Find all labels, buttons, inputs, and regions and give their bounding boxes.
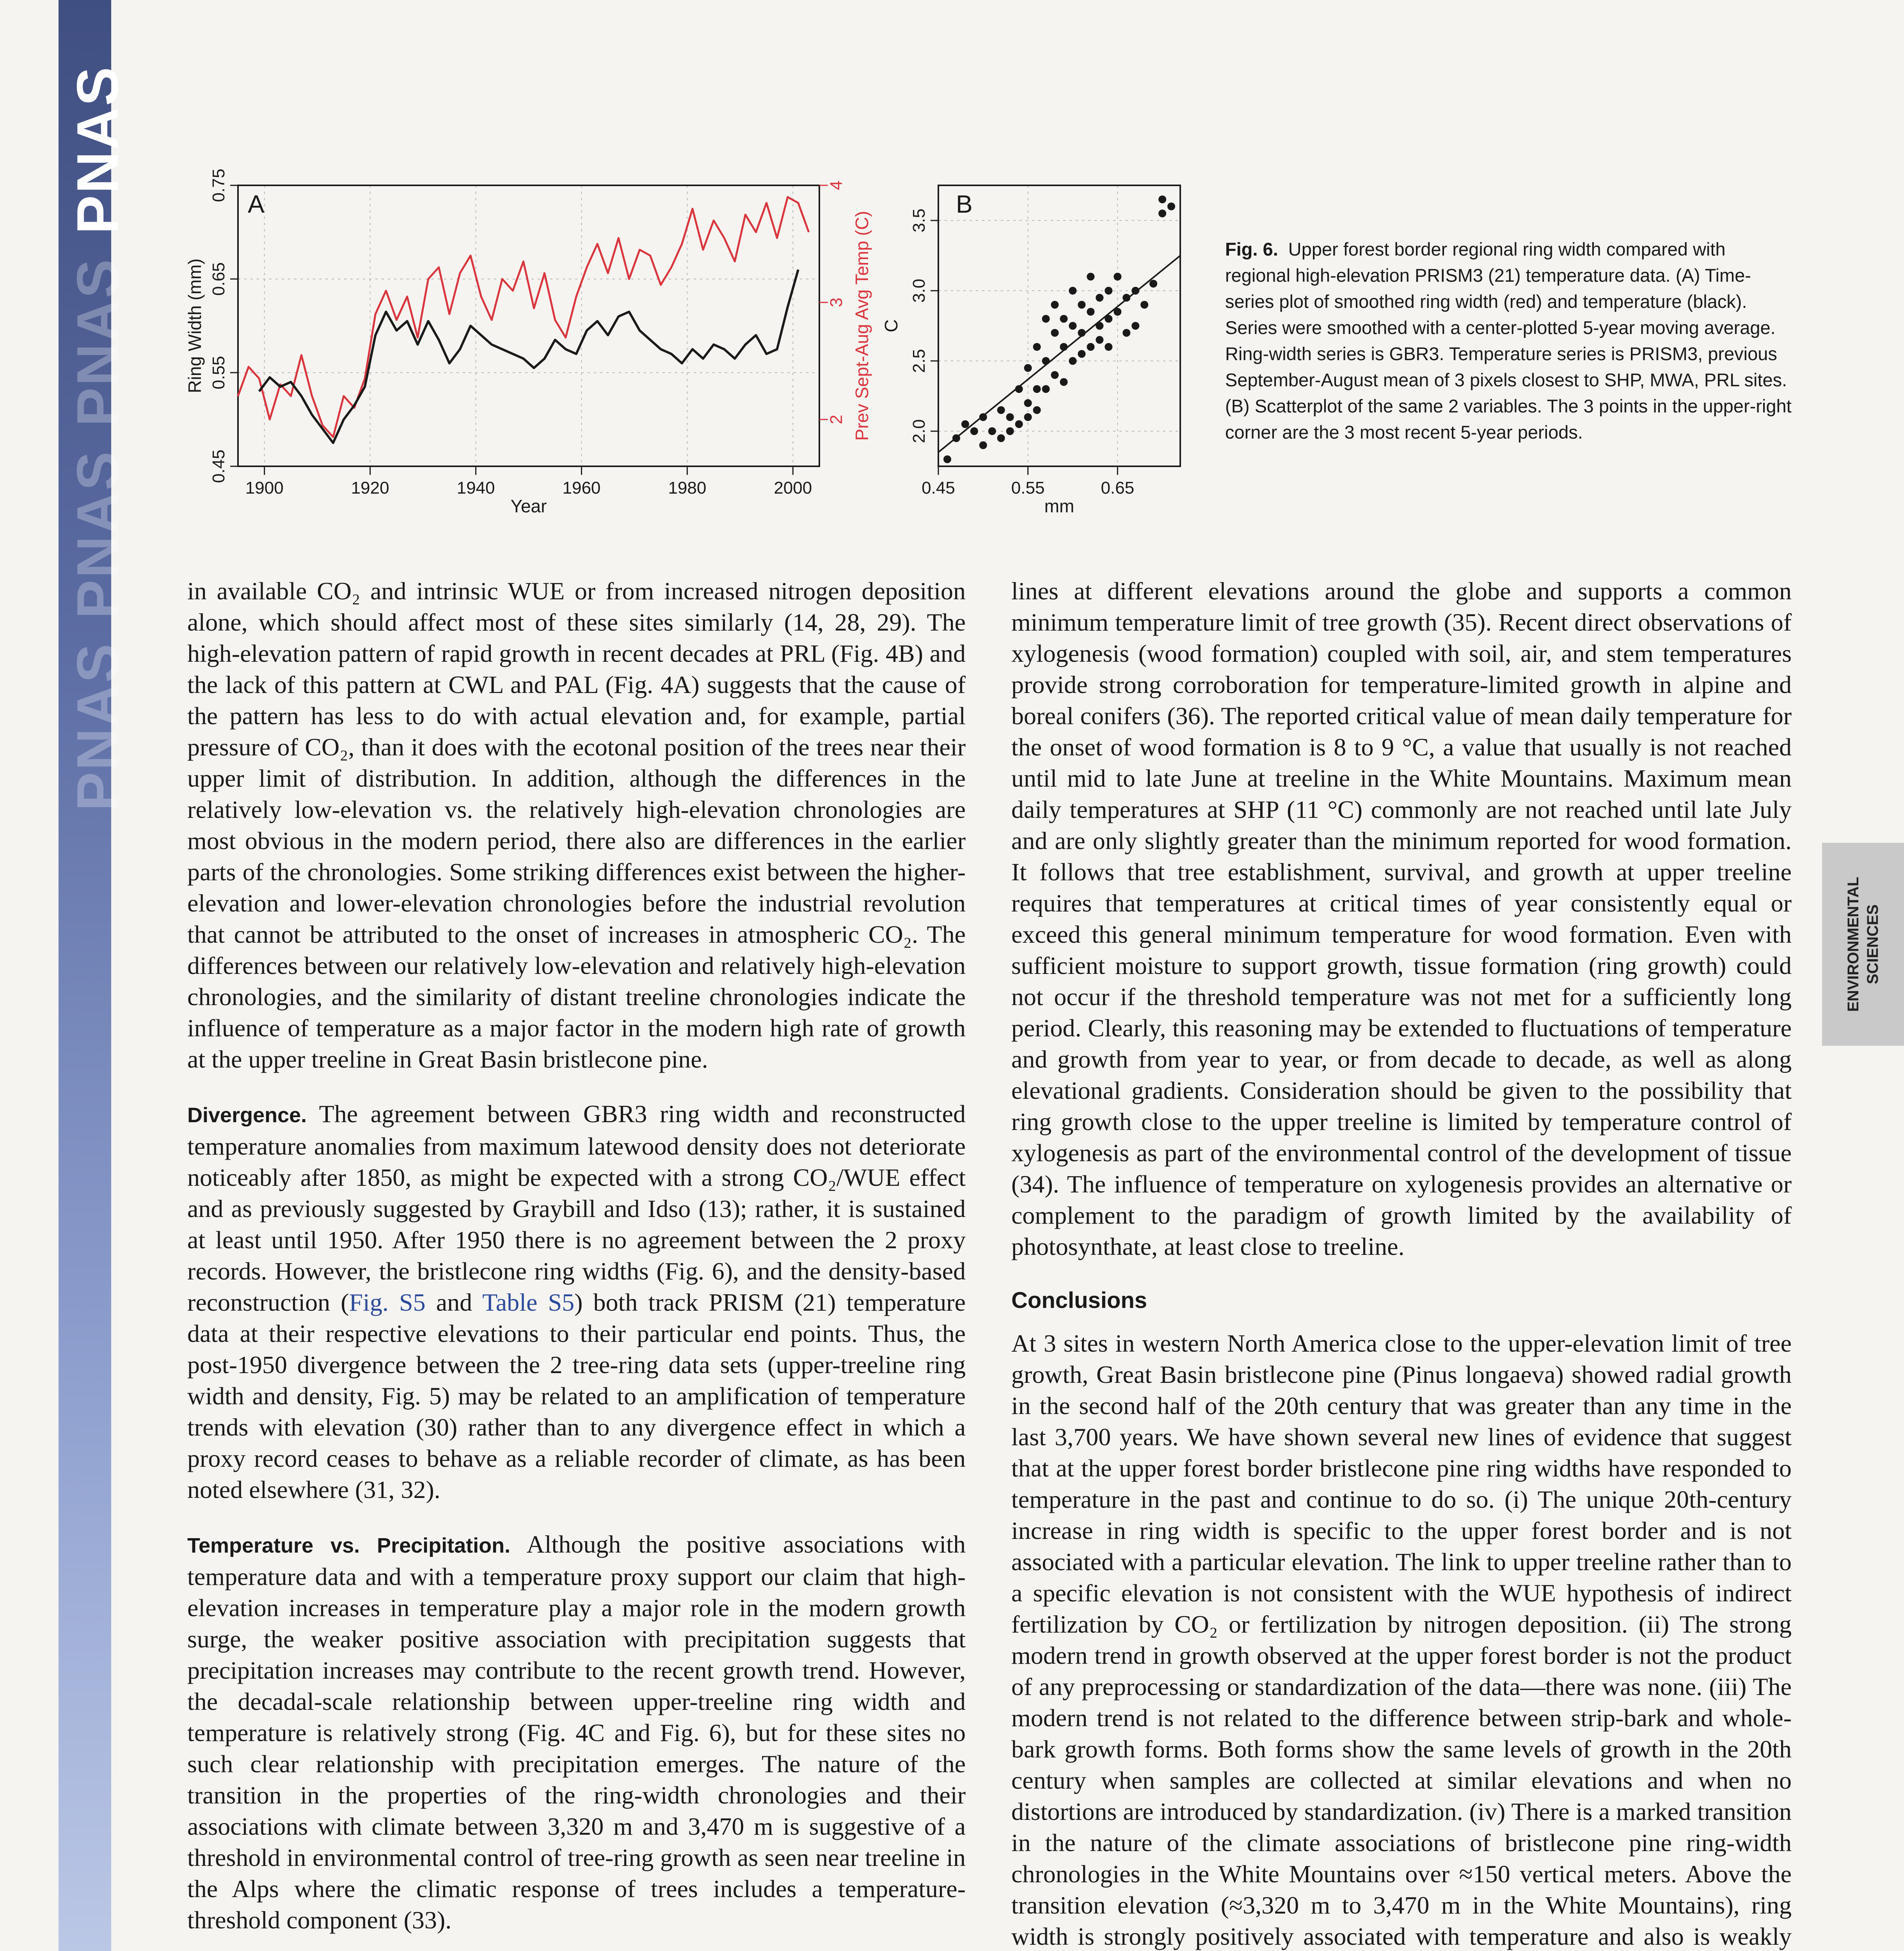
panel-a-left-tick-label: 0.55 (209, 356, 228, 389)
paragraph-text: The agreement between GBR3 ring width and reconstructed temperature anomalies from maximum latewood density does not deteriorate noticeably after 1850, as might be expected with a strong CO₂/WUE effect and as previously suggested by Graybill and Idso (13); rather, it is sustained at least until 1950. After 1950 there is no agreement between the 2 proxy records. However, the bristlecone ring widths (Fig. 6), and the density-based reconstruction ( (187, 1100, 966, 1316)
panel-b-point (1096, 322, 1103, 330)
panel-b-point (1158, 195, 1166, 203)
subsection-heading: Divergence. (187, 1103, 307, 1127)
panel-b-point (1060, 343, 1068, 351)
section-heading-conclusions: Conclusions (1011, 1288, 1147, 1313)
panel-b-point (1114, 273, 1121, 281)
panel-b-point (1015, 420, 1023, 428)
supplement-link-table-s5[interactable]: Table S5 (482, 1288, 575, 1316)
panel-b-point (1069, 287, 1076, 295)
paragraph: in available CO₂ and intrinsic WUE or from increased nitrogen deposition alone, which should affect most of these sites similarly (14, 28, 29). The high-elevation pattern of rapid growth in recent decades at PRL (Fig. 4B) and the lack of this pattern at CWL and PAL (Fig. 4A) suggests that the cause of the pattern has less to do with actual elevation and, for example, partial pressure of CO₂, than it does with the ecotonal position of the trees near their upper limit of distribution. In addition, although the differences in the relatively low-elevation vs. the relatively high-elevation chronologies are most obvious in the modern period, there also are differences in the earlier parts of the chronologies. Some striking differences exist between the higher-elevation and lower-elevation chronologies before the industrial revolution that cannot be attributed to the onset of increases in atmospheric CO₂. The differences between our relatively low-elevation and relatively high-elevation chronologies, and the similarity of distant treeline chronologies indicate the influence of temperature as a major factor in the modern high rate of growth at the upper treeline in Great Basin bristlecone pine. (187, 577, 966, 1073)
journal-brand-ghost: PNAS (64, 258, 130, 426)
panel-a-label: A (248, 190, 265, 218)
panel-b-point (1033, 343, 1041, 351)
paragraph-text: ) both track PRISM (21) temperature data at their respective elevations to their particular end points. Thus, the post-1950 divergence between the 2 tree-ring data sets (upper-treeline ring width and density, Fig. 5) may be related to an amplification of temperature trends with elevation (30) rather than to any divergence effect in which a proxy record ceases to behave as a reliable recorder of climate, as has been noted elsewhere (31, 32). (187, 1288, 966, 1503)
panel-b-point (1069, 357, 1076, 365)
panel-b-point (1006, 427, 1014, 435)
panel-b-point (988, 427, 996, 435)
panel-b-point (1131, 322, 1139, 330)
panel-b-point (1060, 315, 1068, 323)
panel-b-point (1123, 329, 1130, 337)
figure-caption-label: Fig. 6. (1225, 239, 1278, 259)
paragraph-divergence (187, 1098, 966, 1505)
panel-b-point (952, 434, 960, 442)
body-column-left (187, 576, 966, 1951)
panel-a-right-tick-label: 3 (827, 297, 846, 307)
panel-a-frame (238, 185, 819, 466)
panel-b-point (1078, 350, 1085, 358)
panel-a-x-tick-label: 2000 (774, 478, 812, 498)
paragraph-conclusions: At 3 sites in western North America close to the upper-elevation limit of tree growth, Great Basin bristlecone pine (Pinus longaeva) showed radial growth in the second half of the 20th century that was greater than any time in the last 3,700 years. We have shown several new lines of evidence that suggest that at the upper forest border bristlecone pine ring widths have responded to temperature in the past and continue to do so. (i) The unique 20th-century increase in ring width is specific to the upper forest border and is not associated with a particular elevation. The link to upper treeline rather than to a specific elevation is not consistent with the WUE hypothesis of indirect fertilization by CO₂ or fertilization by nitrogen deposition. (ii) The strong modern trend in growth observed at the upper forest border is not the product of any preprocessing or standardization of the data—there was none. (iii) The modern trend is not related to the difference between strip-bark and whole-bark growth forms. Both forms show the same levels of growth in the 20th century when samples are collected at similar elevations and when no distortions are introduced by standardization. (iv) There is a marked transition in the nature of the climate associations of bristlecone pine ring-width chronologies in the White Mountains over ≈150 vertical meters. Above the transition elevation (≈3,320 m to 3,470 m in the White Mountains), ring width is strongly positively associated with temperature and also is weakly (1011, 1329, 1792, 1950)
panel-b-point (1006, 413, 1014, 421)
panel-a-right-tick-label: 2 (827, 414, 846, 425)
journal-brand-logo: PNAS (64, 65, 130, 235)
panel-b-point (961, 420, 969, 428)
panel-a-left-tick-label: 0.75 (209, 169, 228, 202)
panel-a-ring-width-line (238, 197, 809, 437)
panel-a-x-tick-label: 1920 (351, 478, 389, 498)
panel-b-point (1105, 287, 1112, 295)
panel-b-point (1149, 280, 1157, 288)
panel-a-left-axis-label: Ring Width (mm) (185, 258, 205, 393)
panel-b-point (1131, 287, 1139, 295)
figure-caption-text: Upper forest border regional ring width compared with regional high-elevation PRISM3 (21) temperature data. (A) Time-series plot of smoothed ring width (red) and temperature (black). Series were smoothed with a center-plotted 5-year moving average. Ring-width series is GBR3. Temperature series is PRISM3, previous September-August mean of 3 pixels closest to SHP, MWA, PRL sites. (B) Scatterplot of the same 2 variables. The 3 points in the upper-right corner are the 3 most recent 5-year periods. (1225, 239, 1792, 442)
panel-b-point (1087, 308, 1094, 316)
panel-b-point (1024, 399, 1032, 407)
panel-b-point (1042, 385, 1050, 393)
panel-b-point (1078, 329, 1085, 337)
panel-b-point (1069, 322, 1076, 330)
panel-a-x-tick-label: 1960 (562, 478, 601, 498)
paragraph-text: and (425, 1288, 483, 1316)
subsection-heading: Temperature vs. Precipitation. (187, 1534, 511, 1557)
panel-b-x-tick-label: 0.65 (1101, 478, 1135, 498)
panel-a-right-axis-label: Prev Sept-Aug Avg Temp (C) (852, 211, 872, 441)
panel-b-x-tick-label: 0.45 (922, 478, 955, 498)
panel-a-x-tick-label: 1900 (245, 478, 284, 498)
panel-a-left-tick-label: 0.45 (209, 450, 228, 483)
panel-b-point (1114, 308, 1121, 316)
panel-b-point (1158, 210, 1166, 217)
paragraph-text: Although the positive associations with temperature data and with a temperature proxy support our claim that high-elevation increases in temperature play a major role in the modern growth surge, the weaker positive association with precipitation suggests that precipitation increases may contribute to the recent growth trend. However, the decadal-scale relationship between upper-treeline ring width and temperature is relatively strong (Fig. 4C and Fig. 6), but for these sites no such clear relationship with precipitation emerges. The nature of the transition in the properties of the ring-width chronologies and their associations with climate between 3,320 m and 3,470 m is suggestive of a threshold in environmental control of tree-ring growth as seen near treeline in the Alps where the climatic response of trees includes a temperature-threshold component (33). (187, 1530, 966, 1934)
panel-b-point (1051, 371, 1059, 379)
panel-b-point (1051, 301, 1059, 309)
panel-b-y-tick-label: 2.5 (909, 349, 929, 373)
panel-b-point (1060, 378, 1068, 386)
panel-b-y-tick-label: 2.0 (909, 419, 929, 443)
panel-b-point (1123, 294, 1130, 302)
supplement-link-fig-s5[interactable]: Fig. S5 (349, 1288, 426, 1316)
panel-b-point (1042, 315, 1050, 323)
section-tab (1822, 843, 1904, 1046)
panel-b-y-tick-label: 3.0 (909, 279, 929, 303)
panel-b-point (970, 427, 978, 435)
panel-a-x-tick-label: 1980 (668, 478, 707, 498)
panel-b-point (1078, 301, 1085, 309)
body-column-right (1011, 576, 1792, 1951)
panel-b-point (1087, 273, 1094, 281)
figure-6 (179, 148, 1202, 515)
panel-b-point (997, 406, 1005, 414)
panel-b-point (1087, 343, 1094, 351)
panel-b-point (1015, 385, 1023, 393)
panel-b-point (1096, 336, 1103, 344)
panel-b-point (1051, 329, 1059, 337)
journal-brand-stack (64, 65, 130, 1951)
panel-a-left-tick-label: 0.65 (209, 262, 228, 296)
panel-b-fit-line (938, 256, 1180, 452)
panel-b-point (1167, 203, 1175, 210)
panel-b-point (1105, 343, 1112, 351)
panel-b-y-axis-label: C (881, 319, 901, 332)
figure-6-charts (179, 148, 1202, 515)
panel-b-x-axis-label: mm (1044, 496, 1075, 516)
panel-b-point (1033, 385, 1041, 393)
panel-b-point (1105, 315, 1112, 323)
section-tab-line: SCIENCES (1864, 904, 1881, 984)
paragraph-temperature-precipitation (187, 1529, 966, 1936)
panel-a-right-tick-label: 4 (827, 180, 846, 190)
paragraph: lines at different elevations around the globe and supports a common minimum temperature limit of tree growth (35). Recent direct observations of xylogenesis (wood formation) coupled with soil, air, and stem temperatures provide strong corroboration for temperature-limited growth in alpine and boreal conifers (36). The reported critical value of mean daily temperature for the onset of wood formation is 8 to 9 °C, a value that usually is not reached until mid to late June at treeline in the White Mountains. Maximum mean daily temperatures at SHP (11 °C) commonly are not reached until late July and are only slightly greater than the minimum reported for wood formation. It follows that tree establishment, survival, and growth at upper treeline requires that temperatures at critical times of year consistently equal or exceed this general minimum temperature for wood formation. Even with sufficient moisture to support growth, tissue formation (ring growth) could not occur if the threshold temperature was not met for a sufficiently long period. Clearly, this reasoning may be extended to fluctuations of temperature and growth from year to year, or from decade to decade, as well as along elevational gradients. Consideration should be given to the possibility that ring growth close to the upper treeline is limited by temperature control of xylogenesis as part of the environmental control of the development of tissue (34). The influence of temperature on xylogenesis provides an alternative or complement to the paradigm of growth limited by the availability of photosynthate, at least close to treeline. (1011, 577, 1792, 1260)
panel-b-point (1140, 301, 1148, 309)
panel-b-y-tick-label: 3.5 (909, 208, 929, 233)
panel-b-point (979, 413, 987, 421)
journal-brand-ghost: PNAS (64, 450, 130, 619)
panel-b-frame (938, 185, 1180, 466)
panel-b-label: B (956, 190, 973, 218)
panel-a-x-tick-label: 1940 (456, 478, 495, 498)
section-tab-label (1840, 843, 1886, 1046)
panel-a-x-axis-label: Year (510, 496, 547, 516)
panel-b-point (997, 434, 1005, 442)
panel-b-point (1042, 357, 1050, 365)
panel-a-temperature-line (259, 270, 798, 443)
panel-b-point (1024, 364, 1032, 372)
panel-b-point (1024, 413, 1032, 421)
journal-brand-ghost: PNAS (64, 642, 130, 811)
panel-b-point (1033, 406, 1041, 414)
section-tab-line: ENVIRONMENTAL (1845, 877, 1862, 1012)
panel-b-point (943, 455, 951, 463)
panel-b-x-tick-label: 0.55 (1011, 478, 1045, 498)
panel-b-point (1096, 294, 1103, 302)
figure-caption (1225, 236, 1795, 445)
journal-sidebar (59, 0, 130, 1951)
panel-b-point (979, 441, 987, 449)
